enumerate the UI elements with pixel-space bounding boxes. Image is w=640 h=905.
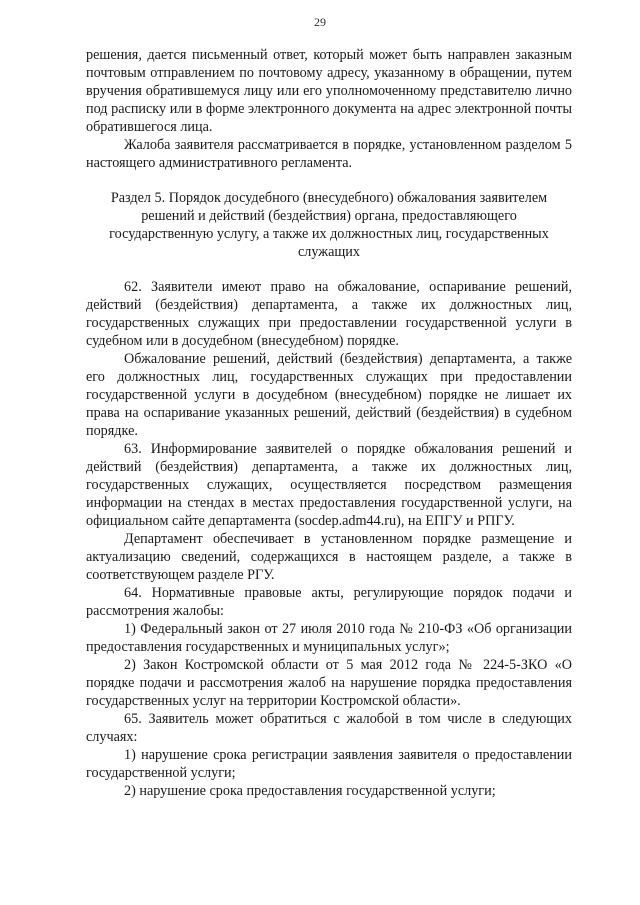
spacer: [86, 172, 572, 189]
paragraph-64-item-1: 1) Федеральный закон от 27 июля 2010 года № 210-ФЗ «Об организации предоставления государственных и муниципальных услуг»;: [86, 621, 572, 655]
paragraph-65: 65. Заявитель может обратиться с жалобой в том числе в следующих случаях:: [86, 711, 572, 745]
top-paragraph: решения, дается письменный ответ, который может быть направлен заказным почтовым отправлением по почтовому адресу, указанному в обращении, путем вручения обратившемуся лицу или его уполномоченному представителю лично под расписку или в форме электронного документа на адрес электронной почты обратившегося лица.: [86, 47, 572, 135]
complaint-paragraph: Жалоба заявителя рассматривается в порядке, установленном разделом 5 настоящего административного регламента.: [86, 137, 572, 171]
spacer: [86, 261, 572, 278]
paragraph-62: 62. Заявители имеют право на обжалование, оспаривание решений, действий (бездействия) департамента, а также их должностных лиц, государственных служащих при предоставлении государственной услуги в судебном или в досудебном (внесудебном) порядке.: [86, 279, 572, 349]
page-number: 29: [314, 15, 326, 29]
paragraph-62-appeal: Обжалование решений, действий (бездействия) департамента, а также его должностных лиц, государственных служащих при предоставлении государственной услуги в досудебном (внесудебном) порядке не лишает их права на оспаривание указанных решений, действий (бездействия) в судебном порядке.: [86, 351, 572, 439]
section-title: Раздел 5. Порядок досудебного (внесудебного) обжалования заявителем решений и действий (бездействия) органа, предоставляющего государственную услугу, а также их должностных лиц, государственных служащих: [109, 190, 549, 260]
paragraph-65-item-1: 1) нарушение срока регистрации заявления заявителя о предоставлении государственной услуги;: [86, 747, 572, 781]
paragraph-64: 64. Нормативные правовые акты, регулирующие порядок подачи и рассмотрения жалобы:: [86, 585, 572, 619]
paragraph-63: 63. Информирование заявителей о порядке обжалования решений и действий (бездействия) департамента, а также их должностных лиц, государственных служащих, осуществляется посредством размещения информации на стендах в местах предоставления государственной услуги, на официальном сайте департамента (socdep.adm44.ru), на ЕПГУ и РПГУ.: [86, 441, 572, 529]
paragraph-65-item-2: 2) нарушение срока предоставления государственной услуги;: [124, 783, 496, 799]
paragraph-64-item-2: 2) Закон Костромской области от 5 мая 2012 года № 224-5-ЗКО «О порядке подачи и рассмотрения жалоб на нарушение порядка предоставления государственных услуг на территории Костромской области».: [86, 657, 572, 709]
document-body: [86, 46, 572, 800]
paragraph-63-department: Департамент обеспечивает в установленном порядке размещение и актуализацию сведений, содержащихся в настоящем разделе, а также в соответствующем разделе РГУ.: [86, 531, 572, 583]
